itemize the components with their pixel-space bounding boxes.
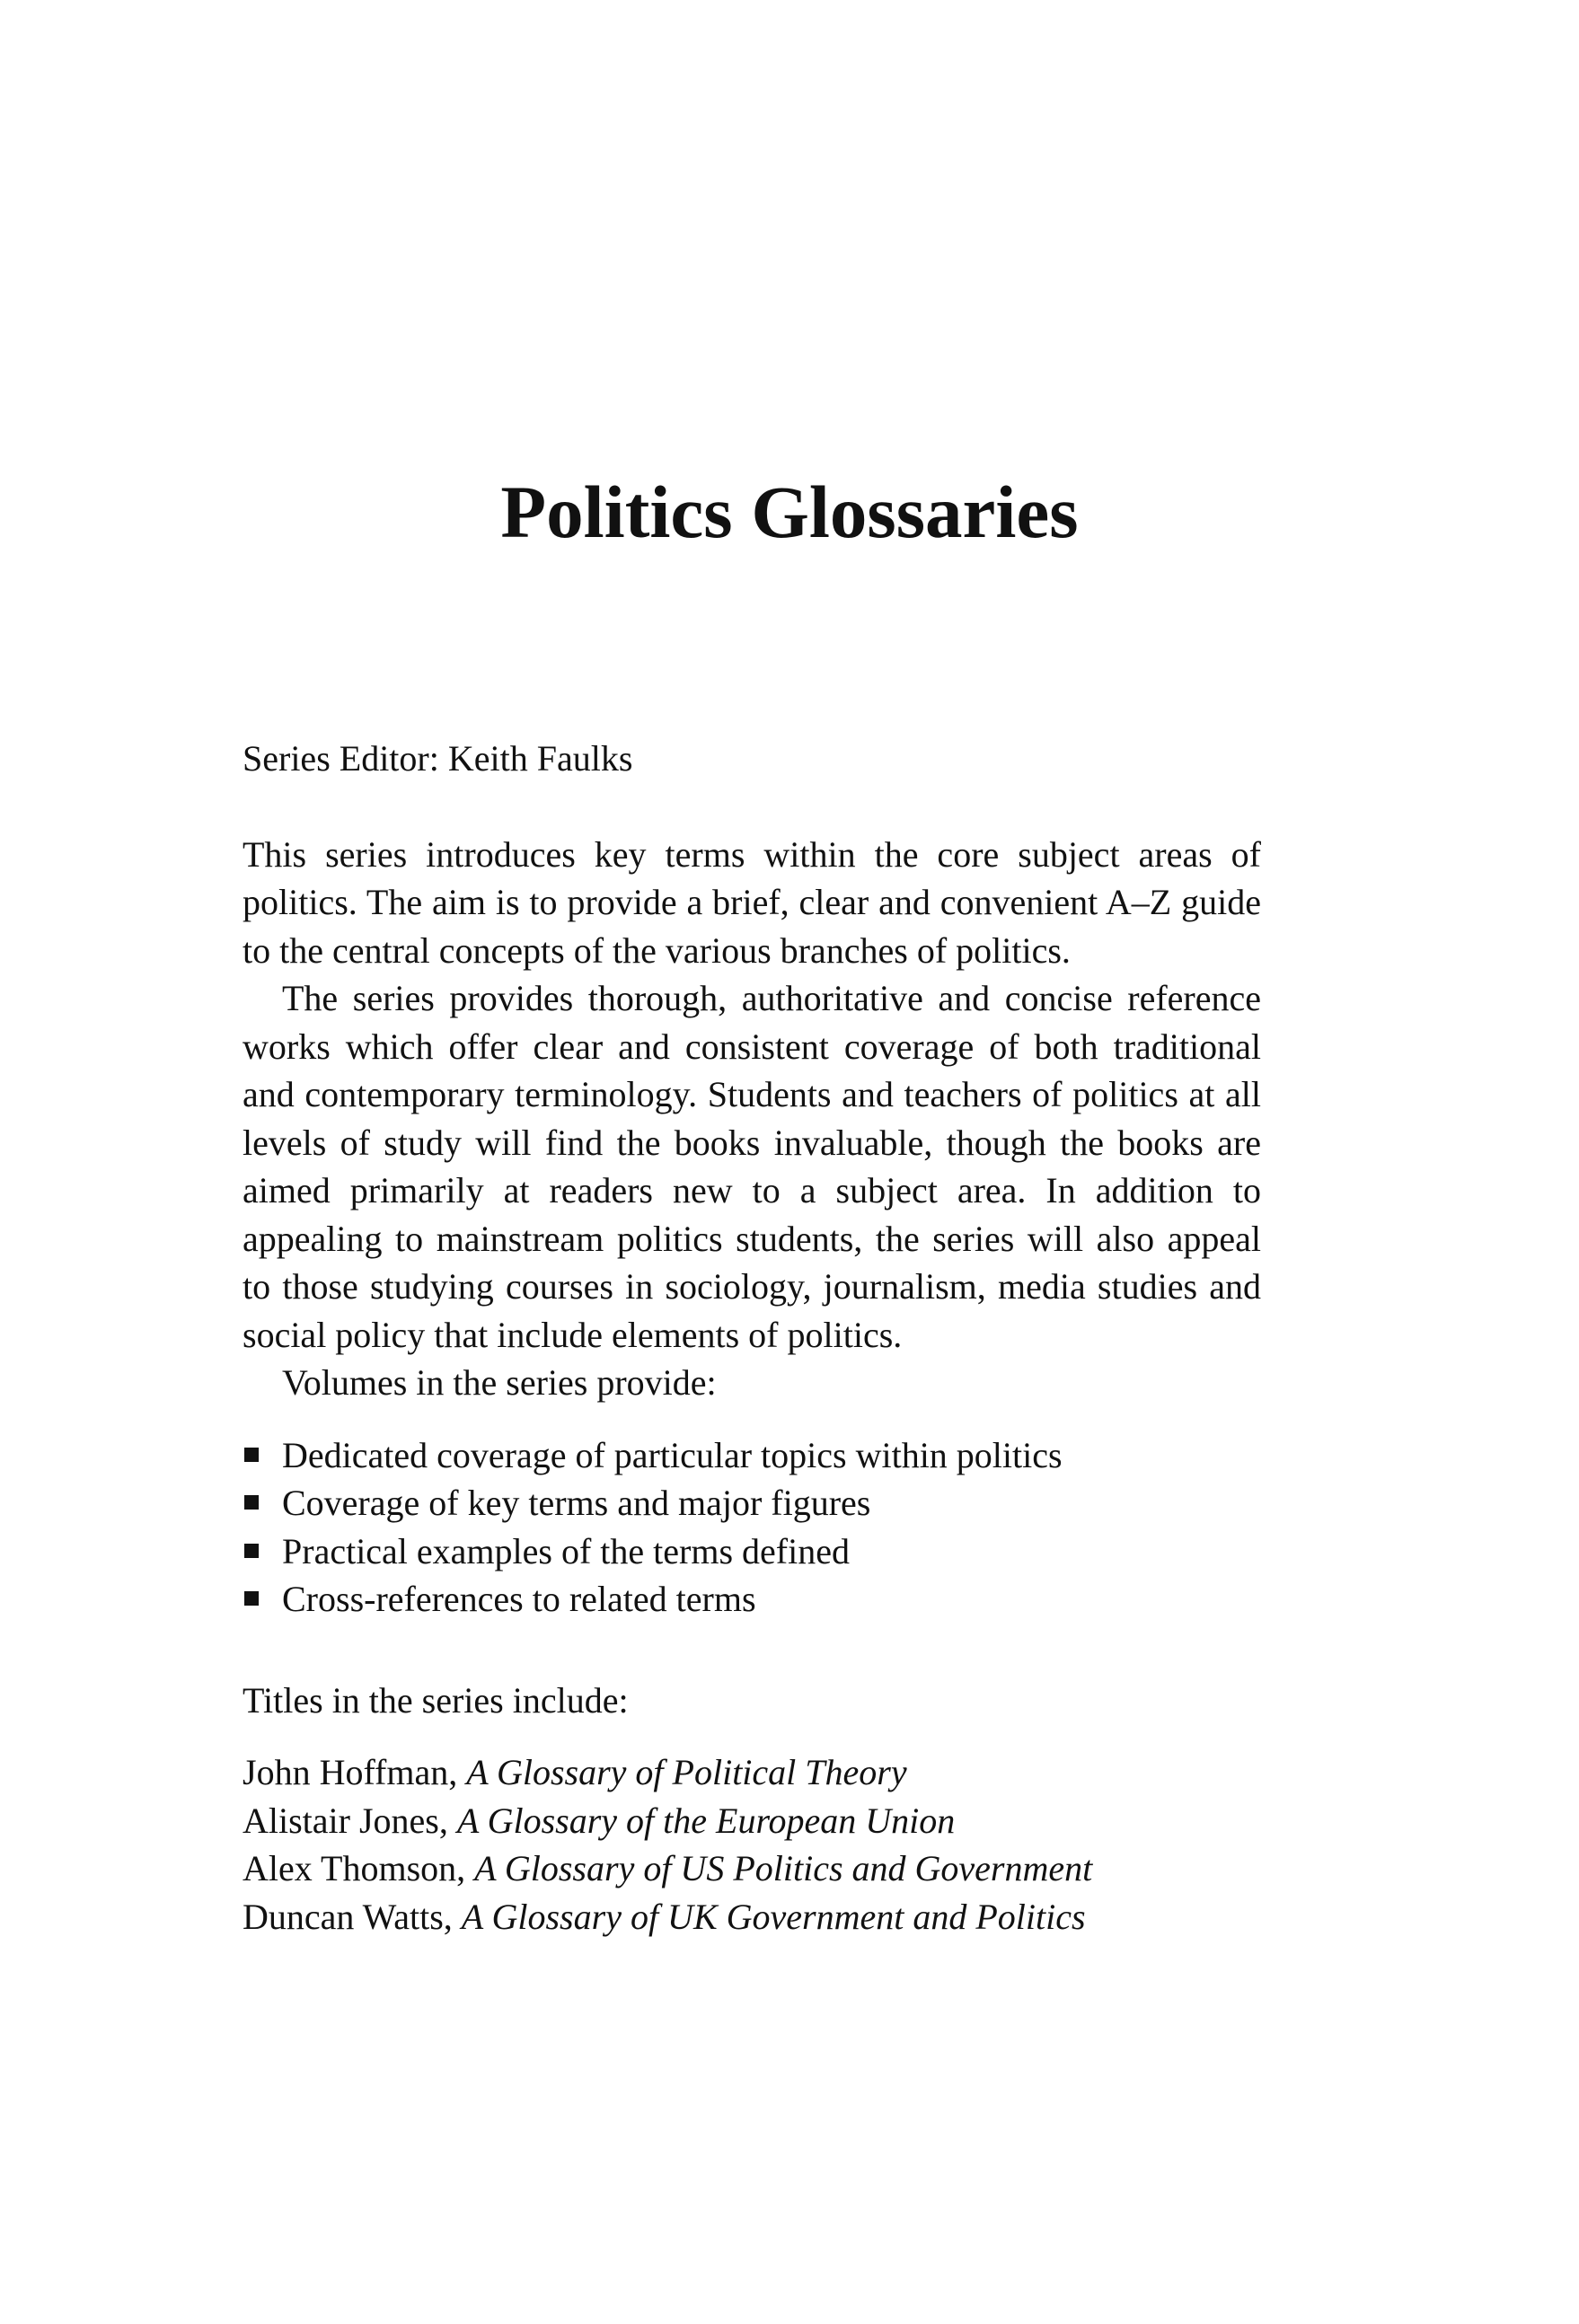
page-content xyxy=(243,735,1261,1941)
series-description-paragraph: The series provides thorough, authoritative and concise reference works which offer clear and consistent coverage of both traditional and contemporary terminology. Students and teachers of politics at all levels of study will find the books invaluable, though the books are aimed primarily at readers new to a subject area. In addition to appealing to mainstream politics students, the series will also appeal to those studying courses in sociology, journalism, media studies and social policy that include elements of politics. xyxy=(243,978,1261,1355)
titles-heading: Titles in the series include: xyxy=(243,1679,629,1721)
title-author: John Hoffman, xyxy=(243,1752,458,1792)
title-author: Alistair Jones, xyxy=(243,1800,448,1841)
volumes-intro: Volumes in the series provide: xyxy=(282,1362,717,1403)
titles-list xyxy=(243,1748,1261,1941)
list-item xyxy=(243,1527,1261,1576)
series-editor: Series Editor: Keith Faulks xyxy=(243,738,633,779)
title-author: Alex Thomson, xyxy=(243,1848,466,1888)
list-item-text: Practical examples of the terms defined xyxy=(282,1530,850,1571)
title-entry xyxy=(243,1893,1261,1941)
square-bullet-icon xyxy=(244,1544,259,1558)
book-title: A Glossary of the European Union xyxy=(456,1800,956,1841)
features-list xyxy=(243,1431,1261,1624)
square-bullet-icon xyxy=(244,1448,259,1462)
list-item xyxy=(243,1479,1261,1527)
intro-paragraph: This series introduces key terms within the core subject areas of politics. The aim is to provide a brief, clear and convenient A–Z guide to the central concepts of the various branches of politics. xyxy=(243,833,1261,971)
list-item-text: Dedicated coverage of particular topics within politics xyxy=(282,1434,1063,1475)
list-item xyxy=(243,1431,1261,1480)
book-title: A Glossary of US Politics and Government xyxy=(474,1848,1093,1888)
title-entry xyxy=(243,1844,1261,1893)
list-item-text: Coverage of key terms and major figures xyxy=(282,1483,871,1523)
book-title: A Glossary of UK Government and Politics xyxy=(461,1896,1086,1937)
square-bullet-icon xyxy=(244,1495,259,1510)
title-entry xyxy=(243,1748,1261,1797)
list-item-text: Cross-references to related terms xyxy=(282,1579,756,1619)
list-item xyxy=(243,1575,1261,1624)
book-title: A Glossary of Political Theory xyxy=(466,1752,907,1792)
title-entry xyxy=(243,1797,1261,1845)
page-title: Politics Glossaries xyxy=(500,471,1079,553)
square-bullet-icon xyxy=(244,1591,259,1606)
title-author: Duncan Watts, xyxy=(243,1896,453,1937)
